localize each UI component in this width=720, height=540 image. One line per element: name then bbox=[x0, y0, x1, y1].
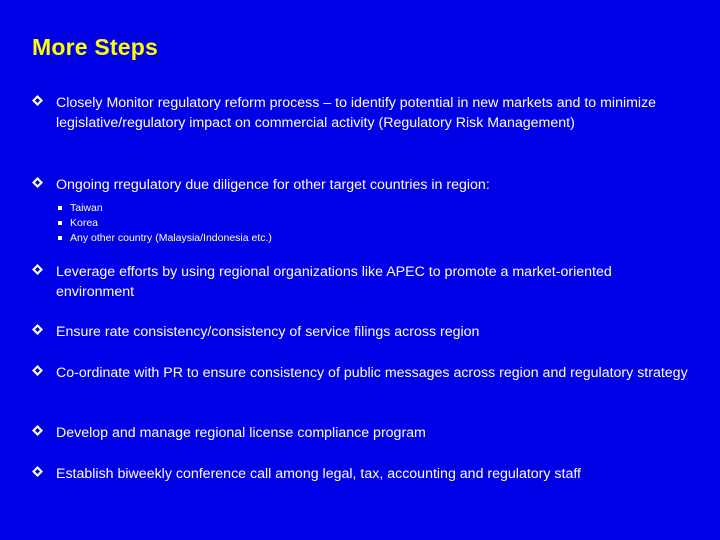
diamond-bullet-icon bbox=[32, 177, 44, 191]
diamond-bullet-icon bbox=[32, 95, 44, 109]
list-item bbox=[30, 363, 690, 403]
bullet-text: Ongoing rregulatory due diligence for other target countries in region: bbox=[56, 177, 490, 193]
diamond-bullet-icon bbox=[32, 365, 44, 379]
diamond-bullet-icon bbox=[32, 264, 44, 278]
sub-list-item bbox=[56, 231, 690, 246]
bullet-text: Co-ordinate with PR to ensure consistency of public messages across region and regulatory strategy bbox=[56, 365, 688, 381]
sub-item-text: Korea bbox=[70, 217, 99, 229]
list-item bbox=[30, 175, 690, 246]
square-bullet-icon bbox=[58, 221, 62, 225]
square-bullet-icon bbox=[58, 236, 62, 240]
list-item bbox=[30, 93, 690, 153]
list-item bbox=[30, 464, 690, 484]
list-item bbox=[30, 322, 690, 342]
square-bullet-icon bbox=[58, 206, 62, 210]
slide-title: More Steps bbox=[32, 34, 158, 60]
bullet-text: Ensure rate consistency/consistency of service filings across region bbox=[56, 324, 480, 340]
bullet-text: Leverage efforts by using regional organizations like APEC to promote a market-oriented environment bbox=[56, 264, 612, 300]
bullet-list bbox=[30, 93, 690, 484]
diamond-bullet-icon bbox=[32, 425, 44, 439]
bullet-text: Develop and manage regional license compliance program bbox=[56, 425, 426, 441]
list-item bbox=[30, 262, 690, 302]
sub-list-item bbox=[56, 216, 690, 231]
diamond-bullet-icon bbox=[32, 466, 44, 480]
sub-item-text: Taiwan bbox=[70, 202, 103, 214]
sub-item-text: Any other country (Malaysia/Indonesia etc.) bbox=[70, 232, 272, 244]
sub-list bbox=[56, 201, 690, 246]
bullet-text: Closely Monitor regulatory reform process – to identify potential in new markets and to minimize legislative/regulatory impact on commercial activity (Regulatory Risk Management) bbox=[56, 95, 657, 131]
bullet-text: Establish biweekly conference call among legal, tax, accounting and regulatory staff bbox=[56, 466, 581, 482]
list-item bbox=[30, 423, 690, 443]
sub-list-item bbox=[56, 201, 690, 216]
diamond-bullet-icon bbox=[32, 324, 44, 338]
